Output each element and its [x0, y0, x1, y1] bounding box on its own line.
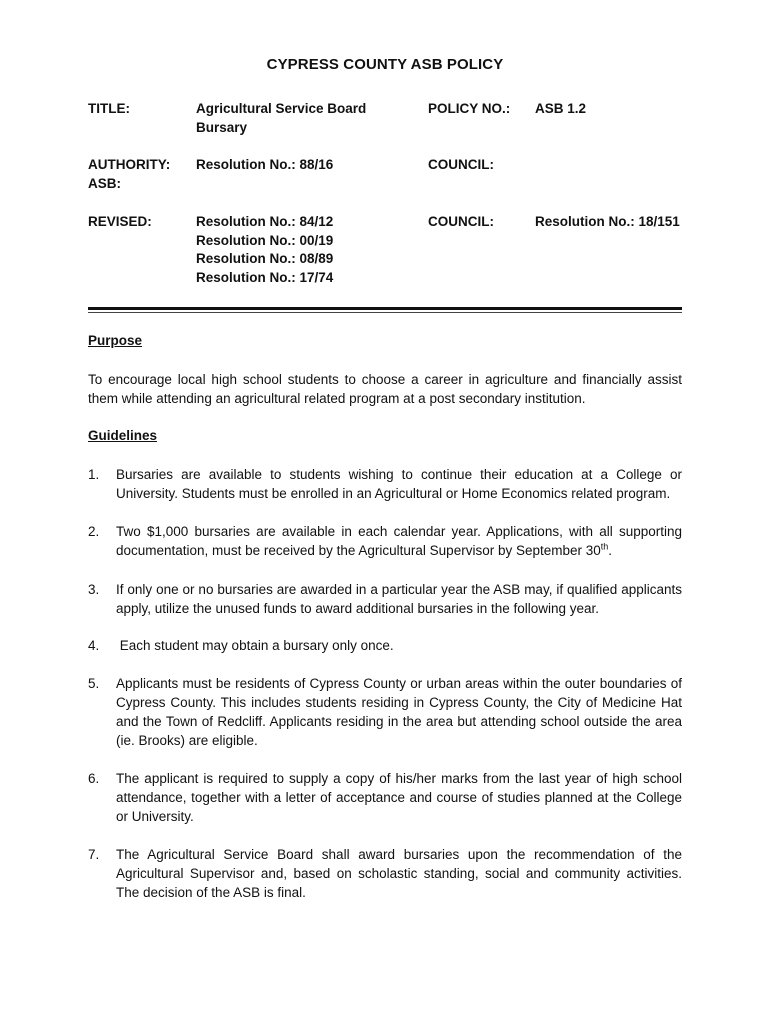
- revised-values: [196, 213, 396, 287]
- revised-value-4: Resolution No.: 17/74: [196, 269, 334, 285]
- council-label-1: COUNCIL:: [428, 157, 494, 172]
- guideline-text: Bursaries are available to students wishing to continue their education at a College or University. Students must be enrolled in an Agricultural or Home Economics related program.: [116, 467, 682, 501]
- guideline-text: The Agricultural Service Board shall award bursaries upon the recommendation of the Agricultural Supervisor and, based on scholastic standing, social and community activities. The decision of the ASB is final.: [116, 847, 682, 900]
- policy-no-label: POLICY NO.:: [428, 101, 511, 116]
- header-divider-thick: [88, 307, 682, 310]
- guideline-number: 6.: [88, 771, 100, 786]
- guideline-number: 2.: [88, 524, 100, 539]
- purpose-text: To encourage local high school students to choose a career in agriculture and financially assist them while attending an agricultural related program at a post secondary institution.: [88, 372, 682, 406]
- authority-label-line1: AUTHORITY:: [88, 157, 171, 172]
- document-title: CYPRESS COUNTY ASB POLICY: [266, 56, 504, 73]
- title-value-line2: Bursary: [196, 119, 248, 135]
- guideline-text-end: .: [608, 543, 613, 558]
- revised-value-2: Resolution No.: 00/19: [196, 232, 334, 248]
- authority-value: Resolution No.: 88/16: [196, 157, 334, 172]
- guideline-text: Applicants must be residents of Cypress County or urban areas within the outer boundaries of Cypress County. This includes students residing in Cypress County, the City of Medicine Hat and the Town of Redcliff. Applicants residing in the area but attending school outside the area (ie. Brooks) are eligible.: [116, 676, 682, 748]
- purpose-heading: Purpose: [88, 333, 143, 348]
- revised-label: REVISED:: [88, 214, 152, 229]
- title-value-line1: Agricultural Service Board: [196, 101, 367, 116]
- header-divider-thin: [88, 312, 682, 313]
- guideline-text: Each student may obtain a bursary only once.: [116, 638, 394, 653]
- council-label-2: COUNCIL:: [428, 214, 494, 229]
- guideline-text: The applicant is required to supply a copy of his/her marks from the last year of high school attendance, together with a letter of acceptance and course of studies planned at the College or University.: [116, 771, 682, 824]
- revised-value-3: Resolution No.: 08/89: [196, 251, 334, 266]
- title-label: TITLE:: [88, 101, 130, 116]
- guideline-number: 3.: [88, 582, 100, 597]
- guideline-text: If only one or no bursaries are awarded in a particular year the ASB may, if qualified applicants apply, utilize the unused funds to award additional bursaries in the following year.: [116, 582, 682, 616]
- policy-no-value: ASB 1.2: [535, 101, 587, 116]
- revised-value-1: Resolution No.: 84/12: [196, 214, 334, 229]
- title-value: [196, 100, 396, 137]
- authority-label-line2: ASB:: [88, 175, 121, 191]
- guideline-number: 4.: [88, 638, 100, 653]
- guideline-text-superscript: th: [600, 541, 609, 552]
- guideline-text: [116, 522, 682, 560]
- guideline-number: 7.: [88, 847, 100, 862]
- guideline-number: 1.: [88, 467, 100, 482]
- guideline-number: 5.: [88, 676, 100, 691]
- guidelines-heading: Guidelines: [88, 428, 158, 443]
- council-value-2: Resolution No.: 18/151: [535, 214, 680, 229]
- authority-label: [88, 156, 188, 193]
- guideline-text-main: Two $1,000 bursaries are available in each calendar year. Applications, with all supporting documentation, must be received by the Agricultural Supervisor by September 30: [116, 524, 682, 558]
